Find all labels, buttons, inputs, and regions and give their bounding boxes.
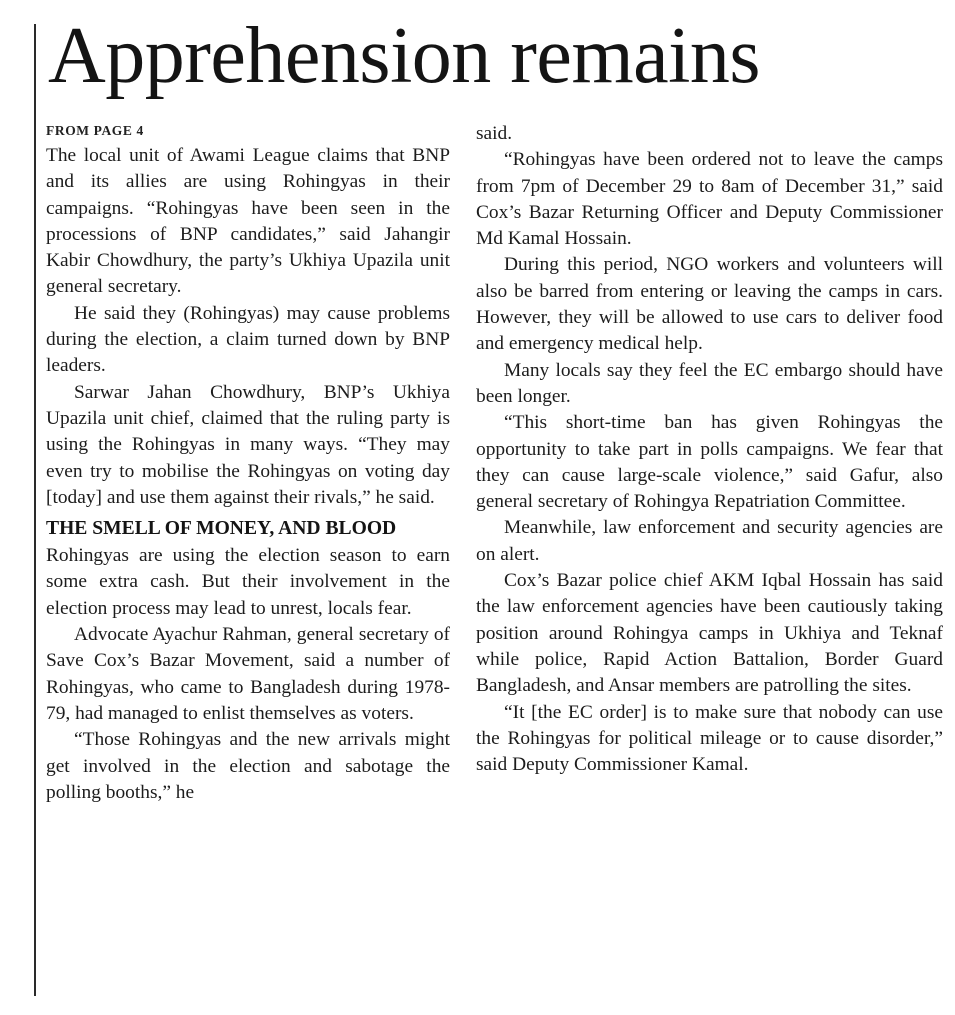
paragraph: said. bbox=[476, 123, 513, 144]
paragraph: Cox’s Bazar police chief AKM Iqbal Hossain has said the law enforcement agencies have been cautiously taking position around Rohingya camps in Ukhiya and Teknaf while police, Rapid Action Battalion, Border Guard Bangladesh, and Ansar members are patrolling the sites. bbox=[476, 570, 943, 697]
paragraph: Many locals say they feel the EC embargo should have been longer. bbox=[476, 359, 943, 407]
paragraph: “This short-time ban has given Rohingyas the opportunity to take part in polls campaigns. We fear that they can cause large-scale violence,” said Gafur, also general secretary of Rohingya Repatriation Committee. bbox=[476, 412, 943, 513]
paragraph: “Rohingyas have been ordered not to leave the camps from 7pm of December 29 to 8am of December 31,” said Cox’s Bazar Returning Officer and Deputy Commissioner Md Kamal Hossain. bbox=[476, 149, 943, 250]
column-rule bbox=[34, 24, 36, 996]
paragraph: He said they (Rohingyas) may cause problems during the election, a claim turned down by BNP leaders. bbox=[46, 302, 450, 377]
paragraph: Rohingyas are using the election season to earn some extra cash. But their involvement in the election process may lead to unrest, locals fear. bbox=[46, 545, 450, 619]
left-column bbox=[46, 121, 450, 806]
paragraph: “Those Rohingyas and the new arrivals might get involved in the election and sabotage the polling booths,” he bbox=[46, 729, 450, 803]
headline: Apprehension remains bbox=[48, 12, 761, 100]
paragraph: Sarwar Jahan Chowdhury, BNP’s Ukhiya Upazila unit chief, claimed that the ruling party is using the Rohingyas in many ways. “They may even try to mobilise the Rohingyas on voting day [today] and use them against their rivals,” he said. bbox=[46, 381, 450, 508]
paragraph: During this period, NGO workers and volunteers will also be barred from entering or leaving the camps in cars. However, they will be allowed to use cars to deliver food and emergency medical help. bbox=[476, 254, 943, 355]
subheading: THE SMELL OF MONEY, AND BLOOD bbox=[46, 518, 397, 540]
right-column bbox=[476, 121, 943, 778]
paragraph: “It [the EC order] is to make sure that nobody can use the Rohingyas for political mileage or to cause disorder,” said Deputy Commissioner Kamal. bbox=[476, 701, 943, 776]
paragraph: The local unit of Awami League claims that BNP and its allies are using Rohingyas in their campaigns. “Rohingyas have been seen in the processions of BNP candidates,” said Jahangir Kabir Chowdhury, the party’s Ukhiya Upazila unit general secretary. bbox=[46, 145, 450, 298]
paragraph: Meanwhile, law enforcement and security agencies are on alert. bbox=[476, 517, 943, 565]
continuation-kicker: FROM PAGE 4 bbox=[46, 123, 144, 138]
paragraph: Advocate Ayachur Rahman, general secretary of Save Cox’s Bazar Movement, said a number of Rohingyas, who came to Bangladesh during 1978-79, had managed to enlist themselves as voters. bbox=[46, 624, 450, 724]
